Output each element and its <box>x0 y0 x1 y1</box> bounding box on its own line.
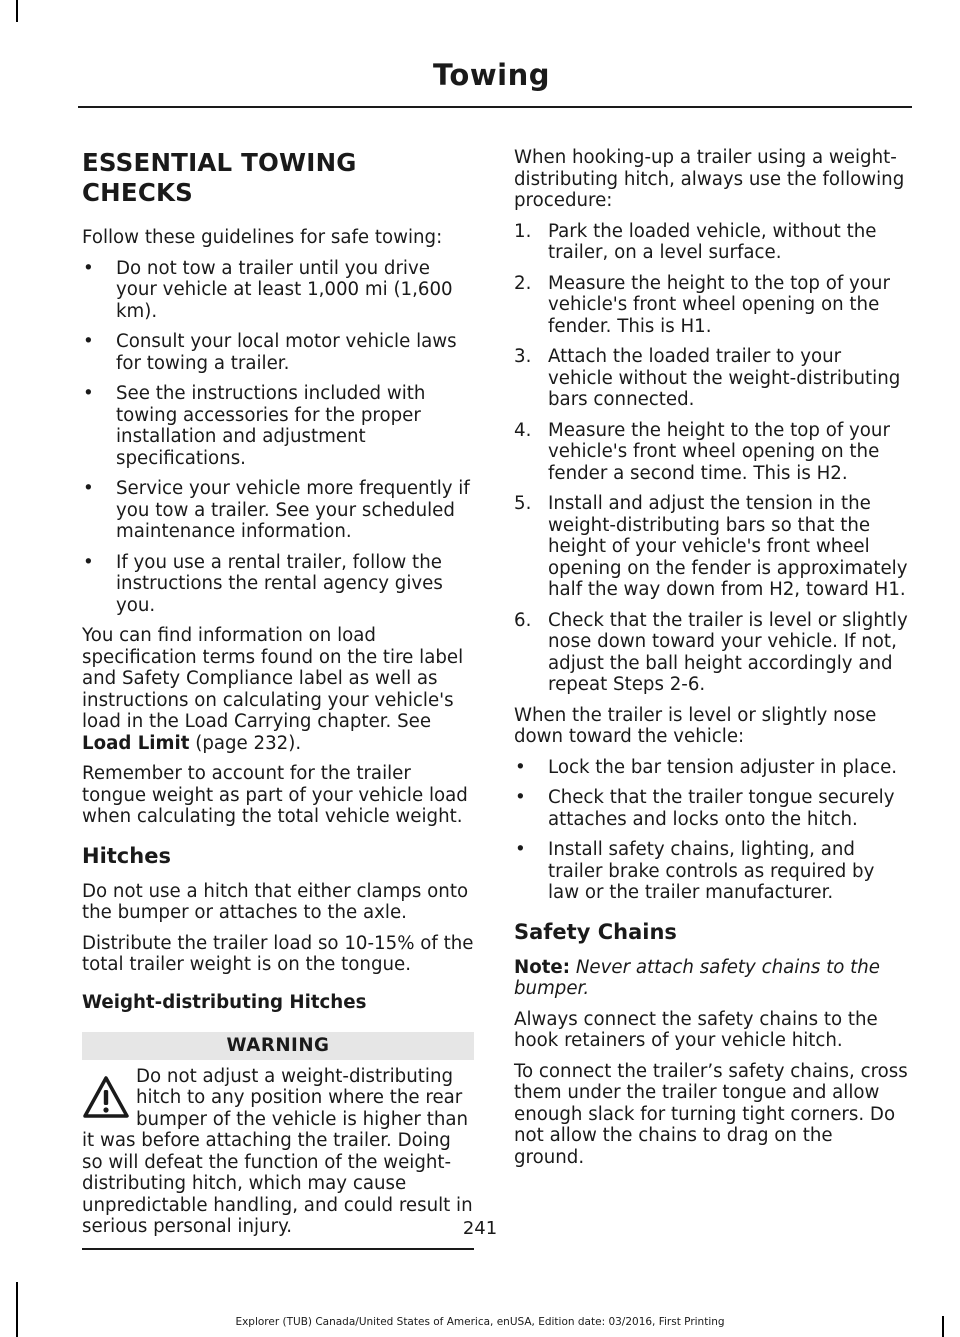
right-column <box>514 142 908 1177</box>
list-item <box>82 383 474 469</box>
intro-text: Follow these guidelines for safe towing: <box>82 227 443 248</box>
left-column <box>82 142 474 1250</box>
section-heading: ESSENTIAL TOWING CHECKS <box>82 148 357 207</box>
list-item <box>82 478 474 543</box>
list-item-text: See the instructions included with towing accessories for the proper installation and adjustment specifications. <box>116 383 426 469</box>
list-item <box>82 331 474 374</box>
crop-mark-top-left <box>16 0 18 22</box>
step-text: Park the loaded vehicle, without the trailer, on a level surface. <box>548 220 877 263</box>
warning-triangle-icon <box>82 1074 130 1122</box>
step-number: 5. <box>514 493 532 514</box>
hitches-paragraph-1: Do not use a hitch that either clamps onto the bumper or attaches to the axle. <box>82 880 469 923</box>
note-paragraph <box>514 957 908 1000</box>
chains-paragraph-2: To connect the trailer’s safety chains, cross them under the trailer tongue and allow enough slack for turning tight corners. Do not allow the chains to drag on the ground. <box>514 1060 908 1168</box>
step-number: 2. <box>514 272 532 294</box>
step-number: 3. <box>514 346 532 367</box>
step-item <box>514 221 908 264</box>
bullet-icon: • <box>515 756 526 778</box>
guidelines-list <box>82 258 474 617</box>
bullet-icon: • <box>83 478 94 499</box>
list-item <box>514 839 908 904</box>
warning-rule <box>82 1248 474 1250</box>
step-text: Measure the height to the top of your vehicle's front wheel opening on the fender a second time. This is H2. <box>548 419 890 484</box>
list-item-text: Check that the trailer tongue securely attaches and locks onto the hitch. <box>548 787 895 830</box>
list-item-text: Do not tow a trailer until you drive your vehicle at least 1,000 mi (1,600 km). <box>116 257 453 322</box>
hitches-paragraph-2: Distribute the trailer load so 10-15% of the total trailer weight is on the tongue. <box>82 932 474 975</box>
footer-edition: Explorer (TUB) Canada/United States of America, enUSA, Edition date: 03/2016, First Printing <box>235 1316 725 1328</box>
procedure-intro: When hooking-up a trailer using a weight-distributing hitch, always use the following procedure: <box>514 147 905 211</box>
step-text: Attach the loaded trailer to your vehicle without the weight-distributing bars connected. <box>548 346 901 410</box>
crop-mark-bottom-left <box>16 1282 18 1337</box>
list-item <box>514 787 908 830</box>
step-text: Measure the height to the top of your vehicle's front wheel opening on the fender. This is H1. <box>548 272 890 337</box>
load-text: You can find information on load specification terms found on the tire label and Safety Compliance label as well as instructions on calculating your vehicle's load in the Load Carrying chapter. See <box>82 625 464 732</box>
chains-paragraph-1: Always connect the safety chains to the hook retainers of your vehicle hitch. <box>514 1008 878 1051</box>
warning-label: WARNING <box>82 1032 474 1060</box>
warning-body <box>82 1066 474 1238</box>
step-item <box>514 493 908 601</box>
bullet-icon: • <box>83 551 94 573</box>
page-ref: (page 232). <box>195 732 302 754</box>
step-number: 1. <box>514 220 532 242</box>
tongue-paragraph: Remember to account for the trailer tongue weight as part of your vehicle load when calculating the total vehicle weight. <box>82 763 468 827</box>
list-item <box>82 552 474 617</box>
page-number: 241 <box>462 1218 498 1239</box>
hitches-heading: Hitches <box>82 843 171 868</box>
safety-chains-heading: Safety Chains <box>514 919 677 944</box>
load-paragraph <box>82 625 474 754</box>
procedure-steps <box>514 221 908 696</box>
list-item-text: If you use a rental trailer, follow the instructions the rental agency gives you. <box>116 551 443 616</box>
warning-text: Do not adjust a weight-distributing hitch to any position where the rear bumper of the vehicle is higher than it was before attaching the trailer. Doing so will defeat the function of the weight-distributing hitch, which may cause unpredictable handling, and could result in serious personal injury. <box>82 1065 473 1237</box>
step-item <box>514 420 908 485</box>
list-item-text: Consult your local motor vehicle laws for towing a trailer. <box>116 331 457 374</box>
level-paragraph: When the trailer is level or slightly nose down toward the vehicle: <box>514 704 877 747</box>
step-text: Check that the trailer is level or slightly nose down toward your vehicle. If not, adjust the ball height accordingly and repeat Steps 2-6. <box>548 609 908 695</box>
note-label: Note: <box>514 956 571 978</box>
step-item <box>514 346 908 411</box>
wd-hitches-heading: Weight-distributing Hitches <box>82 991 367 1013</box>
step-item <box>514 610 908 696</box>
step-item <box>514 273 908 338</box>
load-limit-link[interactable]: Load Limit <box>82 732 190 754</box>
bullet-icon: • <box>83 257 94 279</box>
step-number: 4. <box>514 419 532 441</box>
header-rule <box>78 106 912 108</box>
list-item <box>82 258 474 323</box>
page-title: Towing <box>433 58 550 92</box>
list-item-text: Lock the bar tension adjuster in place. <box>548 756 898 778</box>
note-text: Never attach safety chains to the bumper. <box>514 956 880 999</box>
list-item-text: Service your vehicle more frequently if you tow a trailer. See your scheduled maintenance information. <box>116 478 470 542</box>
level-bullets <box>514 757 908 904</box>
bullet-icon: • <box>83 331 94 352</box>
bullet-icon: • <box>515 839 526 860</box>
step-number: 6. <box>514 609 532 631</box>
list-item-text: Install safety chains, lighting, and trailer brake controls as required by law or the trailer manufacturer. <box>548 839 875 903</box>
list-item <box>514 757 908 779</box>
bullet-icon: • <box>515 787 526 808</box>
bullet-icon: • <box>83 383 94 404</box>
warning-box <box>82 1032 474 1250</box>
step-text: Install and adjust the tension in the weight-distributing bars so that the height of your vehicle's front wheel opening on the fender is approximately half the way down from H2, toward H1. <box>548 493 908 600</box>
